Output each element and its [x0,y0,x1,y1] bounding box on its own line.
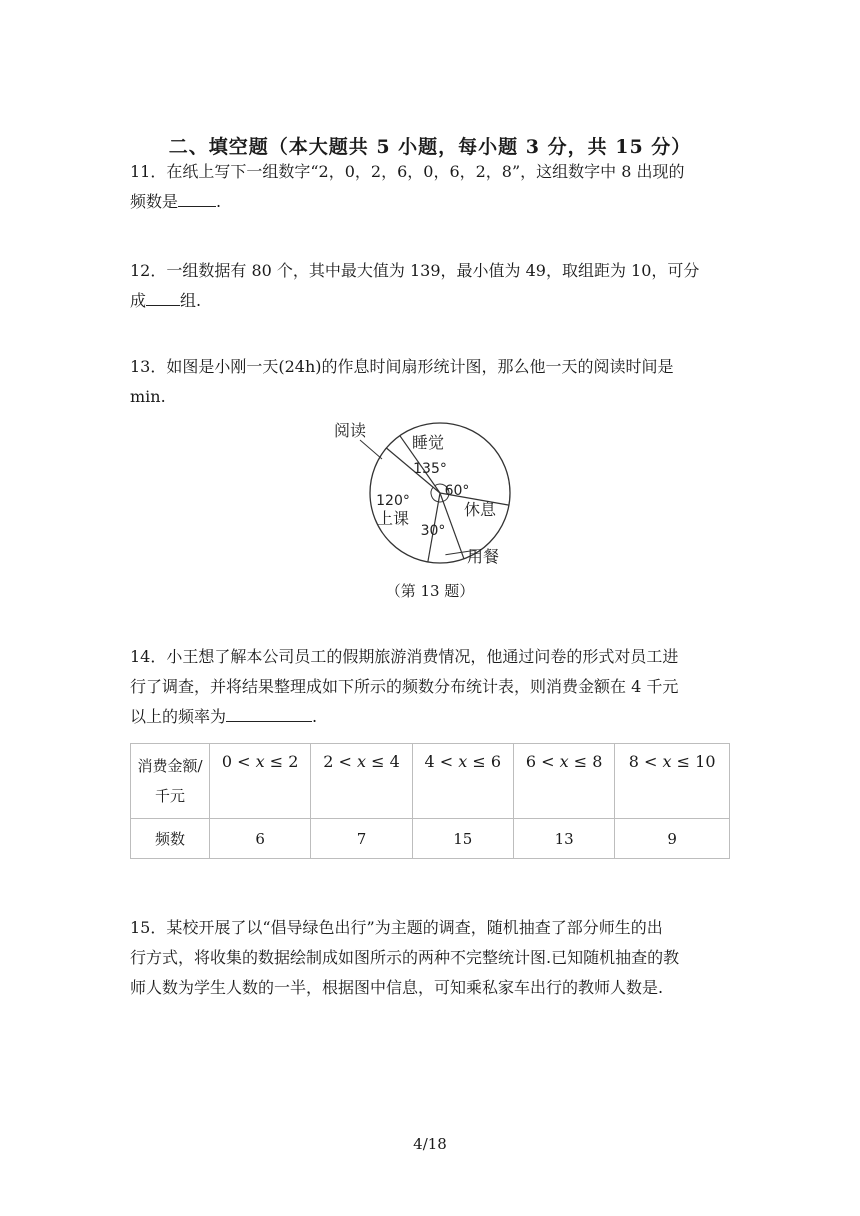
header-label-line2: 千元 [154,787,185,805]
interval-hi: 6 [490,752,502,771]
slice-label: 阅读 [333,421,367,440]
q13-line2: min. [130,387,166,406]
interval-hi: 2 [288,752,299,771]
q13-line1: 13．如图是小刚一天(24h)的作息时间扇形统计图，那么他一天的阅读时间是 [130,357,674,376]
question-14 [130,642,740,732]
interval-cell: 6 < x ≤ 8 [513,744,614,819]
slice-label: 休息 [463,500,497,519]
q11-line1: 11．在纸上写下一组数字“2，0，2，6，0，6，2，8”，这组数字中 8 出现的 [130,162,685,181]
section-heading: 二、填空题（本大题共 5 小题，每小题 3 分，共 15 分） [168,136,692,158]
count-cell: 6 [210,819,311,859]
slice-label: 用餐 [466,547,500,566]
angle-arc [438,501,443,502]
question-11 [130,157,740,217]
page-number: 4/18 [413,1135,447,1153]
interval-cell: 2 < x ≤ 4 [311,744,412,819]
q14-line1: 14．小王想了解本公司员工的假期旅游消费情况，他通过问卷的形式对员工进 [130,647,679,666]
question-13 [130,352,740,412]
q15-line1: 15．某校开展了以“倡导绿色出行”为主题的调查，随机抽查了部分师生的出 [130,918,663,937]
table-header-row [131,744,730,819]
interval-hi: 8 [592,752,603,771]
table-row [131,819,730,859]
q14-line3-end: . [312,707,318,726]
angle-label: 120° [376,493,410,509]
header-label-line1: 消费金额/ [137,757,203,775]
q15-line2: 行方式，将收集的数据绘制成如图所示的两种不完整统计图.已知随机抽查的教 [130,948,680,967]
slice-label: 上课 [376,509,410,528]
q11-line2-text: 频数是 [130,192,179,211]
question-15 [130,913,740,1003]
header-label-cell [131,744,210,819]
interval-cell: 4 < x ≤ 6 [412,744,513,819]
frequency-table [130,743,730,859]
leader-line [360,440,382,459]
question-12 [130,256,740,316]
schedule-pie-chart [330,412,550,574]
count-cell: 15 [412,819,513,859]
angle-label: 60° [444,483,470,499]
interval-cell: 8 < x ≤ 10 [615,744,730,819]
row-label-cell: 频数 [131,819,210,859]
interval-lo: 0 [221,752,233,771]
q12-line2 [130,286,740,316]
q14-line3-text: 以上的频率为 [130,707,227,726]
slice-label: 睡觉 [411,433,445,452]
interval-lo: 8 [628,752,639,771]
interval-cell: 0 < x ≤ 2 [210,744,311,819]
interval-lo: 2 [323,752,334,771]
q15-line3: 师人数为学生人数的一半，根据图中信息，可知乘私家车出行的教师人数是. [130,978,664,997]
answer-blank [146,287,180,306]
q11-line2-end: . [216,192,222,211]
q14-line3 [130,702,740,732]
count-cell: 13 [513,819,614,859]
q12-line1: 12．一组数据有 80 个，其中最大值为 139，最小值为 49，取组距为 10，可分 [130,261,700,280]
count-cell: 7 [311,819,412,859]
figure-caption: （第 13 题） [385,582,475,600]
interval-hi: 10 [695,752,716,771]
answer-blank [178,188,216,207]
interval-lo: 6 [525,752,537,771]
answer-blank [226,703,312,722]
q14-line2: 行了调查，并将结果整理成如下所示的频数分布统计表，则消费金额在 4 千元 [130,677,679,696]
interval-lo: 4 [424,752,435,771]
angle-label: 30° [420,523,446,539]
q12-line2-end: 组. [180,291,202,310]
q11-line2 [130,187,740,217]
angle-label: 135° [413,461,447,477]
q12-line2-text: 成 [130,291,147,310]
count-cell: 9 [615,819,730,859]
interval-hi: 4 [389,752,400,771]
